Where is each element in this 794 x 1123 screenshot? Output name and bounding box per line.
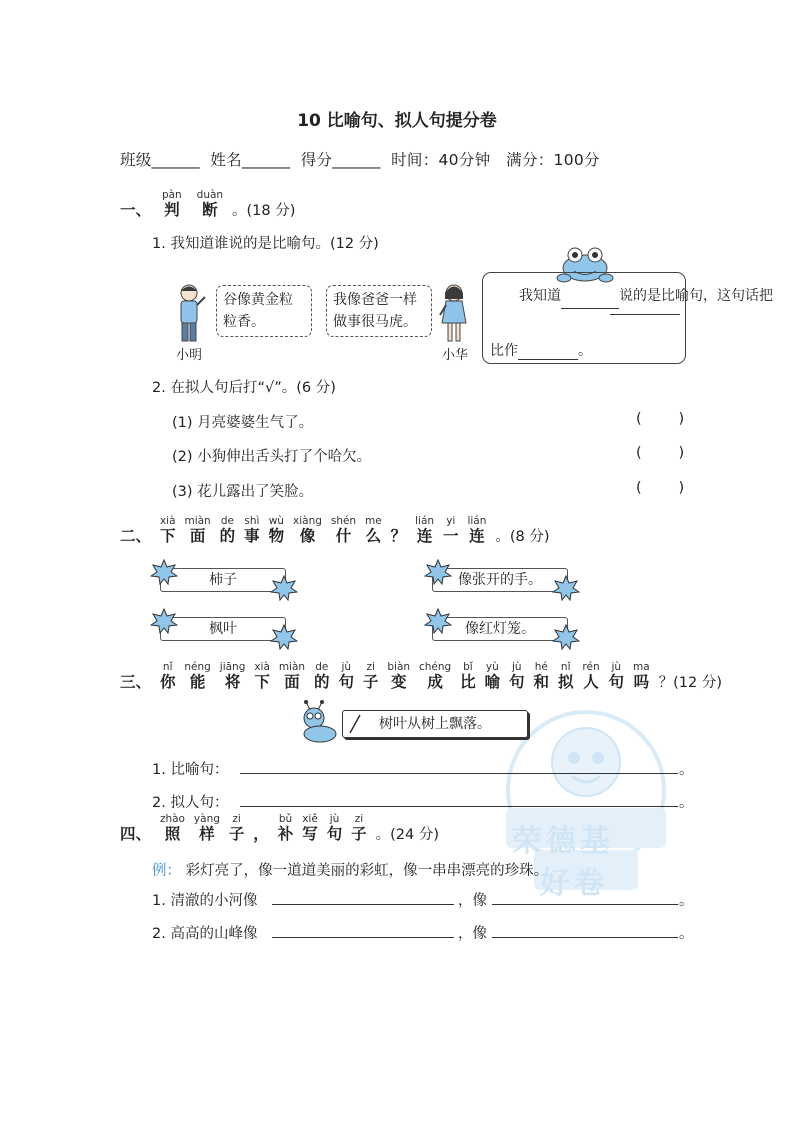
ruby-char: yù 喻: [484, 661, 501, 691]
imitate-q1-blank-2[interactable]: [492, 904, 678, 905]
imitate-q2-blank-1[interactable]: [272, 937, 454, 938]
ruby-char: jiāng 将: [219, 661, 246, 691]
ruby-char: xiàng 像: [293, 515, 322, 545]
time-label: 时间：40分钟: [391, 151, 491, 169]
boy-figure-icon: [174, 283, 208, 345]
comma-like: ，像: [458, 893, 487, 909]
period: 。: [679, 893, 694, 909]
q2-answer-paren[interactable]: ( ): [636, 445, 685, 461]
period: 。: [679, 926, 694, 942]
q2-answer-paren[interactable]: ( ): [636, 480, 685, 496]
ruby-char: zi 子: [351, 813, 367, 843]
ruby-char: lián 连: [467, 515, 487, 545]
maple-leaf-icon: [270, 574, 298, 602]
ruby-char: jù 句: [509, 661, 525, 691]
ruby-char: chéng 成: [418, 661, 452, 691]
ruby-char: wù 物: [268, 515, 285, 545]
ruby-char: yàng 样: [193, 813, 220, 843]
ruby-char: miàn 面: [184, 515, 211, 545]
ruby-char: yi 一: [443, 515, 459, 545]
q2-item: (3) 花儿露出了笑脸。: [172, 484, 314, 500]
q2-item: (2) 小狗伸出舌头打了个哈欠。: [172, 449, 372, 465]
ruby-char: shén 什: [330, 515, 357, 545]
ruby-char: xià 下: [159, 515, 176, 545]
ruby-char: jù 句: [608, 661, 625, 691]
ruby-char: bǔ 补: [277, 813, 294, 843]
ruby-char: pàn 判: [161, 189, 182, 219]
match-card-left[interactable]: 柿子: [160, 568, 286, 592]
maple-leaf-icon: [150, 607, 178, 635]
watermark-text-2: [540, 858, 608, 902]
ruby-char: bǐ 比: [460, 661, 476, 691]
ruby-char: biàn 变: [387, 661, 411, 691]
name-field[interactable]: 姓名______: [210, 151, 291, 169]
period: 。: [679, 795, 694, 811]
maple-leaf-icon: [270, 623, 298, 651]
ruby-char: lián 连: [415, 515, 435, 545]
ruby-char: néng 能: [184, 661, 211, 691]
section-1-heading: 一、 pàn 判 duàn 断 。(18 分): [120, 189, 296, 219]
answer-blank-object[interactable]: [610, 314, 680, 315]
bug-mascot-icon: [296, 700, 348, 746]
ruby-char: nǐ 你: [159, 661, 176, 691]
ruby-char: zhào 照: [159, 813, 185, 843]
ruby-char: ，: [253, 825, 269, 843]
match-card-left[interactable]: 枫叶: [160, 617, 286, 641]
period: 。: [679, 762, 694, 778]
answer-box: 我知道 说的是比喻句，这句话把: [482, 272, 686, 364]
speech-bubble-right: 我像爸爸一样做事很马虎。: [326, 285, 432, 337]
watermark-text-part1: 荣德基: [512, 824, 614, 859]
girl-figure-icon: [437, 283, 471, 345]
rewrite-q1-label: 1. 比喻句：: [152, 762, 229, 778]
class-field[interactable]: 班级______: [120, 151, 200, 169]
boy-name: 小明: [176, 348, 203, 363]
maple-leaf-icon: [552, 574, 580, 602]
rewrite-q2-line[interactable]: [240, 806, 678, 807]
ruby-char: ma 吗: [633, 661, 650, 691]
example-sentence: 例： 彩灯亮了，像一道道美丽的彩虹，像一串串漂亮的珍珠。: [152, 863, 549, 879]
header-info: [120, 148, 600, 170]
imitate-q1-blank-1[interactable]: [272, 904, 454, 905]
example-label: 例：: [152, 863, 181, 879]
match-card-right[interactable]: 像红灯笼。: [432, 617, 568, 641]
ruby-char: zi 子: [228, 813, 245, 843]
q2-label: 2. 在拟人句后打“√”。(6 分): [152, 380, 336, 396]
ruby-char: jù 句: [338, 661, 354, 691]
ruby-char: miàn 面: [278, 661, 306, 691]
answer-blank-who[interactable]: [561, 308, 619, 309]
imitate-q1-prefix: 1. 清澈的小河像: [152, 893, 258, 909]
comma-like: ，像: [458, 926, 487, 942]
section-2-heading: 二、 xià 下 miàn 面 de 的 shì 事 wù 物 xiàng 像 shén 什 me 么 ？ lián 连 yi 一 lián 连 。(8 分): [120, 515, 550, 545]
ruby-char: de 的: [219, 515, 236, 545]
watermark-text: [512, 816, 614, 860]
ruby-char: hé 和: [533, 661, 550, 691]
q2-answer-paren[interactable]: ( ): [636, 411, 685, 427]
ruby-char: nǐ 拟: [557, 661, 574, 691]
rewrite-q1-line[interactable]: [240, 773, 678, 774]
ruby-char: jù 句: [326, 813, 343, 843]
q1-label: 1. 我知道谁说的是比喻句。(12 分): [152, 236, 379, 252]
rewrite-q2-label: 2. 拟人句：: [152, 795, 229, 811]
ruby-char: rén 人: [582, 661, 600, 691]
watermark-text-part2: 好卷: [540, 866, 608, 901]
girl-name: 小华: [442, 348, 469, 363]
ruby-char: ？: [390, 527, 407, 545]
q2-item: (1) 月亮婆婆生气了。: [172, 415, 314, 431]
page-title: 10 比喻句、拟人句提分卷: [297, 111, 497, 131]
maple-leaf-icon: [424, 607, 452, 635]
pencil-icon: [348, 713, 362, 735]
answer-box-line3: 比作 。: [490, 343, 592, 359]
section-4-heading: 四、 zhào 照 yàng 样 zi 子 ， bǔ 补 xiě 写 jù 句 zi 子 。(24 分): [120, 813, 439, 843]
ruby-char: me 么: [365, 515, 382, 545]
maple-leaf-icon: [150, 558, 178, 586]
section-3-heading: 三、 nǐ 你 néng 能 jiāng 将 xià 下 miàn 面 de 的 jù 句 zi 子 biàn 变 chéng 成 bǐ 比 yù 喻 jù 句 hé 和 nǐ 拟 rén 人 jù 句 ma 吗 ？(12 分): [120, 661, 722, 691]
ruby-char: shì 事: [244, 515, 260, 545]
ruby-char: xià 下: [254, 661, 270, 691]
ruby-char: xiě 写: [302, 813, 318, 843]
answer-blank-compare[interactable]: [518, 359, 578, 360]
maple-leaf-icon: [424, 558, 452, 586]
score-field[interactable]: 得分______: [300, 151, 381, 169]
ruby-char: de 的: [314, 661, 330, 691]
sentence-sign: 树叶从树上飘落。: [342, 710, 528, 738]
imitate-q2-blank-2[interactable]: [492, 937, 678, 938]
maple-leaf-icon: [552, 623, 580, 651]
ruby-char: zi 子: [362, 661, 379, 691]
match-card-right[interactable]: 像张开的手。: [432, 568, 568, 592]
ruby-char: duàn 断: [196, 189, 224, 219]
speech-bubble-left: 谷像黄金粒粒香。: [216, 285, 312, 337]
full-score-label: 满分：100分: [506, 151, 600, 169]
imitate-q2-prefix: 2. 高高的山峰像: [152, 926, 258, 942]
